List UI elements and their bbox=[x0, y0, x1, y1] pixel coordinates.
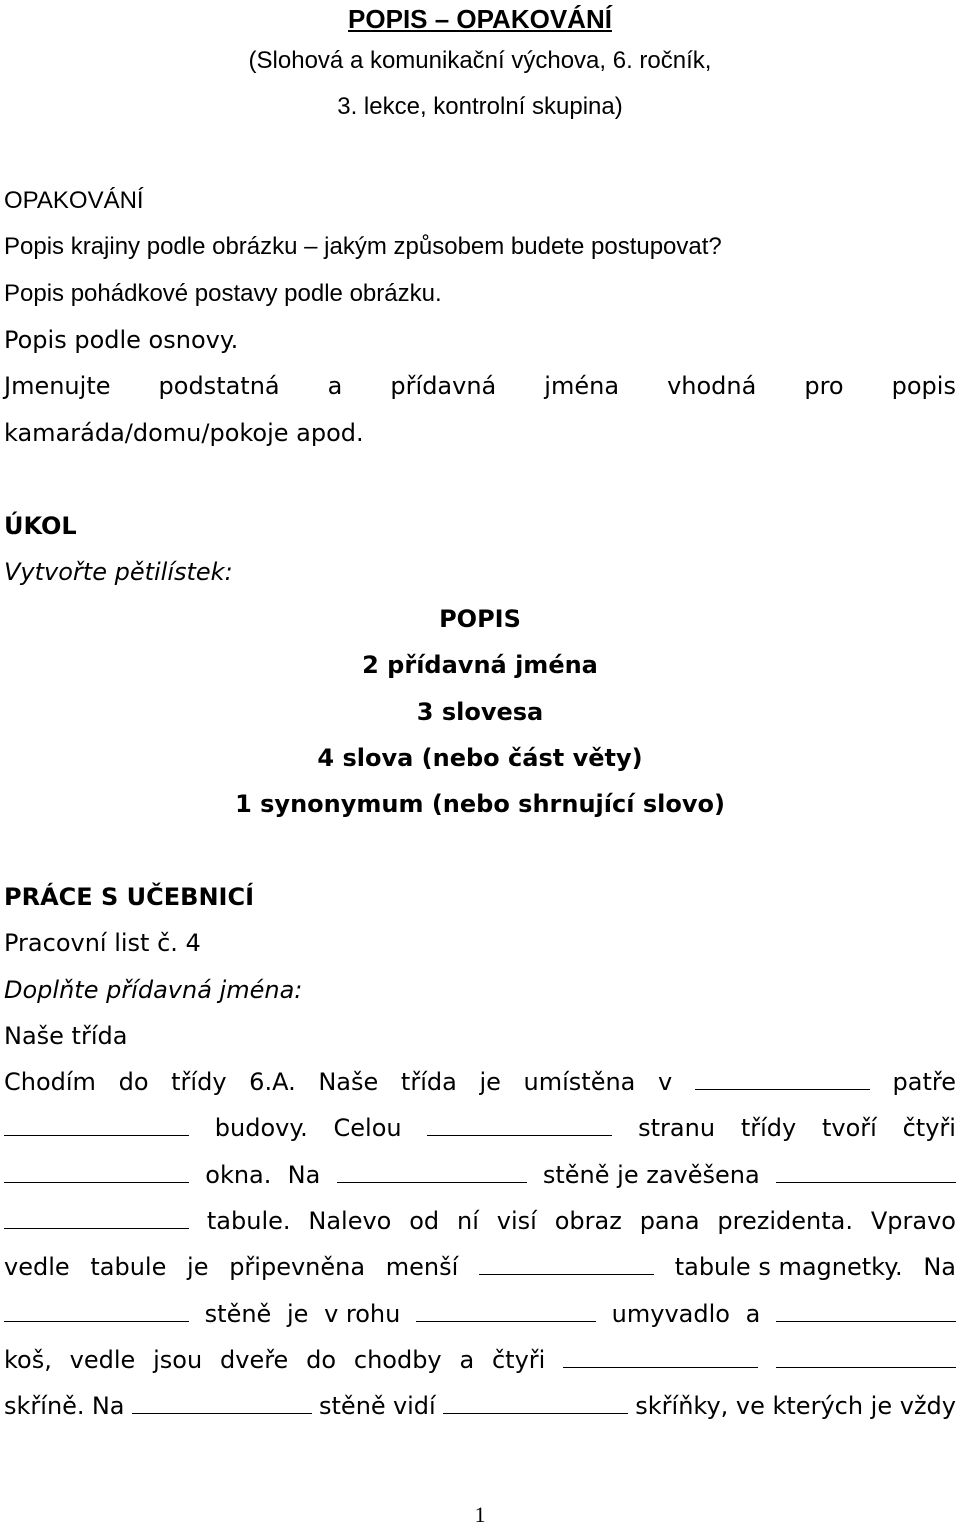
word: je bbox=[479, 1068, 501, 1096]
word: vidí bbox=[392, 1392, 436, 1420]
word: chodby bbox=[353, 1346, 442, 1374]
fill-blank[interactable] bbox=[4, 1301, 189, 1322]
review-heading: OPAKOVÁNÍ bbox=[4, 187, 144, 214]
word: skříňky, ve kterých je vždy bbox=[635, 1392, 956, 1420]
cinquain-line: 4 slova (nebo část věty) bbox=[317, 744, 643, 772]
word: jména bbox=[544, 372, 620, 400]
word: podstatná bbox=[158, 372, 280, 400]
word: popis bbox=[891, 372, 956, 400]
worksheet-label: Pracovní list č. 4 bbox=[4, 929, 201, 957]
word: obraz bbox=[554, 1207, 622, 1235]
fill-blank[interactable] bbox=[427, 1115, 612, 1136]
page-number: 1 bbox=[474, 1502, 486, 1527]
exercise-line bbox=[4, 1345, 956, 1375]
word: třídy bbox=[171, 1068, 227, 1096]
word: tvoří bbox=[821, 1114, 877, 1142]
exercise-title: Naše třída bbox=[4, 1022, 128, 1050]
page-subtitle-line1: (Slohová a komunikační výchova, 6. ročník, bbox=[248, 47, 712, 74]
task-instruction: Vytvořte pětilístek: bbox=[4, 558, 233, 586]
review-item: Popis pohádkové postavy podle obrázku. bbox=[4, 280, 442, 307]
exercise-line bbox=[4, 1206, 956, 1236]
word: čtyři bbox=[902, 1114, 956, 1142]
word: čtyři bbox=[491, 1346, 546, 1374]
word: do bbox=[306, 1346, 337, 1374]
word: stranu bbox=[638, 1114, 716, 1142]
review-item-cont: kamaráda/domu/pokoje apod. bbox=[4, 419, 364, 447]
word: tabule s magnetky. bbox=[674, 1253, 903, 1281]
word: Na bbox=[91, 1392, 125, 1420]
review-item: Popis podle osnovy. bbox=[4, 326, 239, 354]
review-item: Popis krajiny podle obrázku – jakým způsobem budete postupovat? bbox=[4, 233, 722, 260]
word: stěně je zavěšena bbox=[542, 1161, 760, 1189]
word: prezidenta. bbox=[717, 1207, 853, 1235]
word: třída bbox=[400, 1068, 457, 1096]
page-title: POPIS – OPAKOVÁNÍ bbox=[348, 4, 612, 34]
cinquain-line: 3 slovesa bbox=[416, 698, 544, 726]
word: skříně. bbox=[4, 1392, 85, 1420]
word: připevněna bbox=[229, 1253, 366, 1281]
fill-blank[interactable] bbox=[563, 1347, 758, 1368]
fill-blank[interactable] bbox=[443, 1393, 628, 1414]
word: je bbox=[187, 1253, 209, 1281]
word: do bbox=[118, 1068, 149, 1096]
word: přídavná bbox=[390, 372, 497, 400]
word: Jmenujte bbox=[4, 372, 111, 400]
word: od bbox=[409, 1207, 440, 1235]
fill-blank[interactable] bbox=[695, 1069, 870, 1090]
exercise-line bbox=[4, 1252, 956, 1282]
word: visí bbox=[496, 1207, 537, 1235]
word: stěně bbox=[204, 1300, 272, 1328]
word: budovy. bbox=[214, 1114, 308, 1142]
word: 6.A. bbox=[249, 1068, 296, 1096]
word: je bbox=[286, 1300, 309, 1328]
word: koš, bbox=[4, 1346, 52, 1374]
fill-blank[interactable] bbox=[416, 1301, 596, 1322]
word: jsou bbox=[153, 1346, 203, 1374]
word: umyvadlo bbox=[611, 1300, 730, 1328]
word: tabule. bbox=[206, 1207, 291, 1235]
exercise-line bbox=[4, 1160, 956, 1190]
word: vedle bbox=[69, 1346, 136, 1374]
exercise-line bbox=[4, 1299, 956, 1329]
word: Chodím bbox=[4, 1068, 96, 1096]
word: Nalevo bbox=[308, 1207, 392, 1235]
word: a bbox=[327, 372, 343, 400]
word: třídy bbox=[740, 1114, 797, 1142]
fill-blank[interactable] bbox=[132, 1393, 312, 1414]
exercise-line bbox=[4, 1067, 956, 1097]
word: pro bbox=[804, 372, 844, 400]
word: umístěna bbox=[523, 1068, 636, 1096]
review-item-justified bbox=[4, 371, 956, 401]
word: patře bbox=[892, 1068, 956, 1096]
fill-blank[interactable] bbox=[776, 1347, 956, 1368]
word: stěně bbox=[319, 1392, 386, 1420]
word: okna. bbox=[205, 1161, 272, 1189]
word: v bbox=[658, 1068, 673, 1096]
word: a bbox=[745, 1300, 761, 1328]
word: Na bbox=[287, 1161, 321, 1189]
fill-blank[interactable] bbox=[776, 1162, 956, 1183]
word: ní bbox=[457, 1207, 479, 1235]
fill-blank[interactable] bbox=[479, 1254, 654, 1275]
fill-instruction: Doplňte přídavná jména: bbox=[4, 976, 303, 1004]
textbook-heading: PRÁCE S UČEBNICÍ bbox=[4, 883, 254, 911]
fill-blank[interactable] bbox=[4, 1208, 189, 1229]
fill-blank[interactable] bbox=[776, 1301, 956, 1322]
fill-blank[interactable] bbox=[4, 1115, 189, 1136]
word: vedle bbox=[4, 1253, 70, 1281]
word: dveře bbox=[220, 1346, 289, 1374]
word: Celou bbox=[333, 1114, 402, 1142]
fill-blank[interactable] bbox=[337, 1162, 527, 1183]
word: a bbox=[459, 1346, 475, 1374]
word: Vpravo bbox=[870, 1207, 956, 1235]
exercise-line bbox=[4, 1391, 956, 1421]
exercise-line bbox=[4, 1113, 956, 1143]
task-heading: ÚKOL bbox=[4, 512, 77, 540]
cinquain-line: 2 přídavná jména bbox=[362, 651, 598, 679]
word: vhodná bbox=[667, 372, 757, 400]
word: tabule bbox=[90, 1253, 167, 1281]
word: v rohu bbox=[324, 1300, 401, 1328]
fill-blank[interactable] bbox=[4, 1162, 189, 1183]
page-subtitle-line2: 3. lekce, kontrolní skupina) bbox=[337, 93, 623, 120]
word: menší bbox=[385, 1253, 459, 1281]
cinquain-line: POPIS bbox=[439, 605, 521, 633]
word: Naše bbox=[318, 1068, 379, 1096]
word: pana bbox=[639, 1207, 700, 1235]
word: Na bbox=[923, 1253, 956, 1281]
cinquain-line: 1 synonymum (nebo shrnující slovo) bbox=[235, 790, 725, 818]
